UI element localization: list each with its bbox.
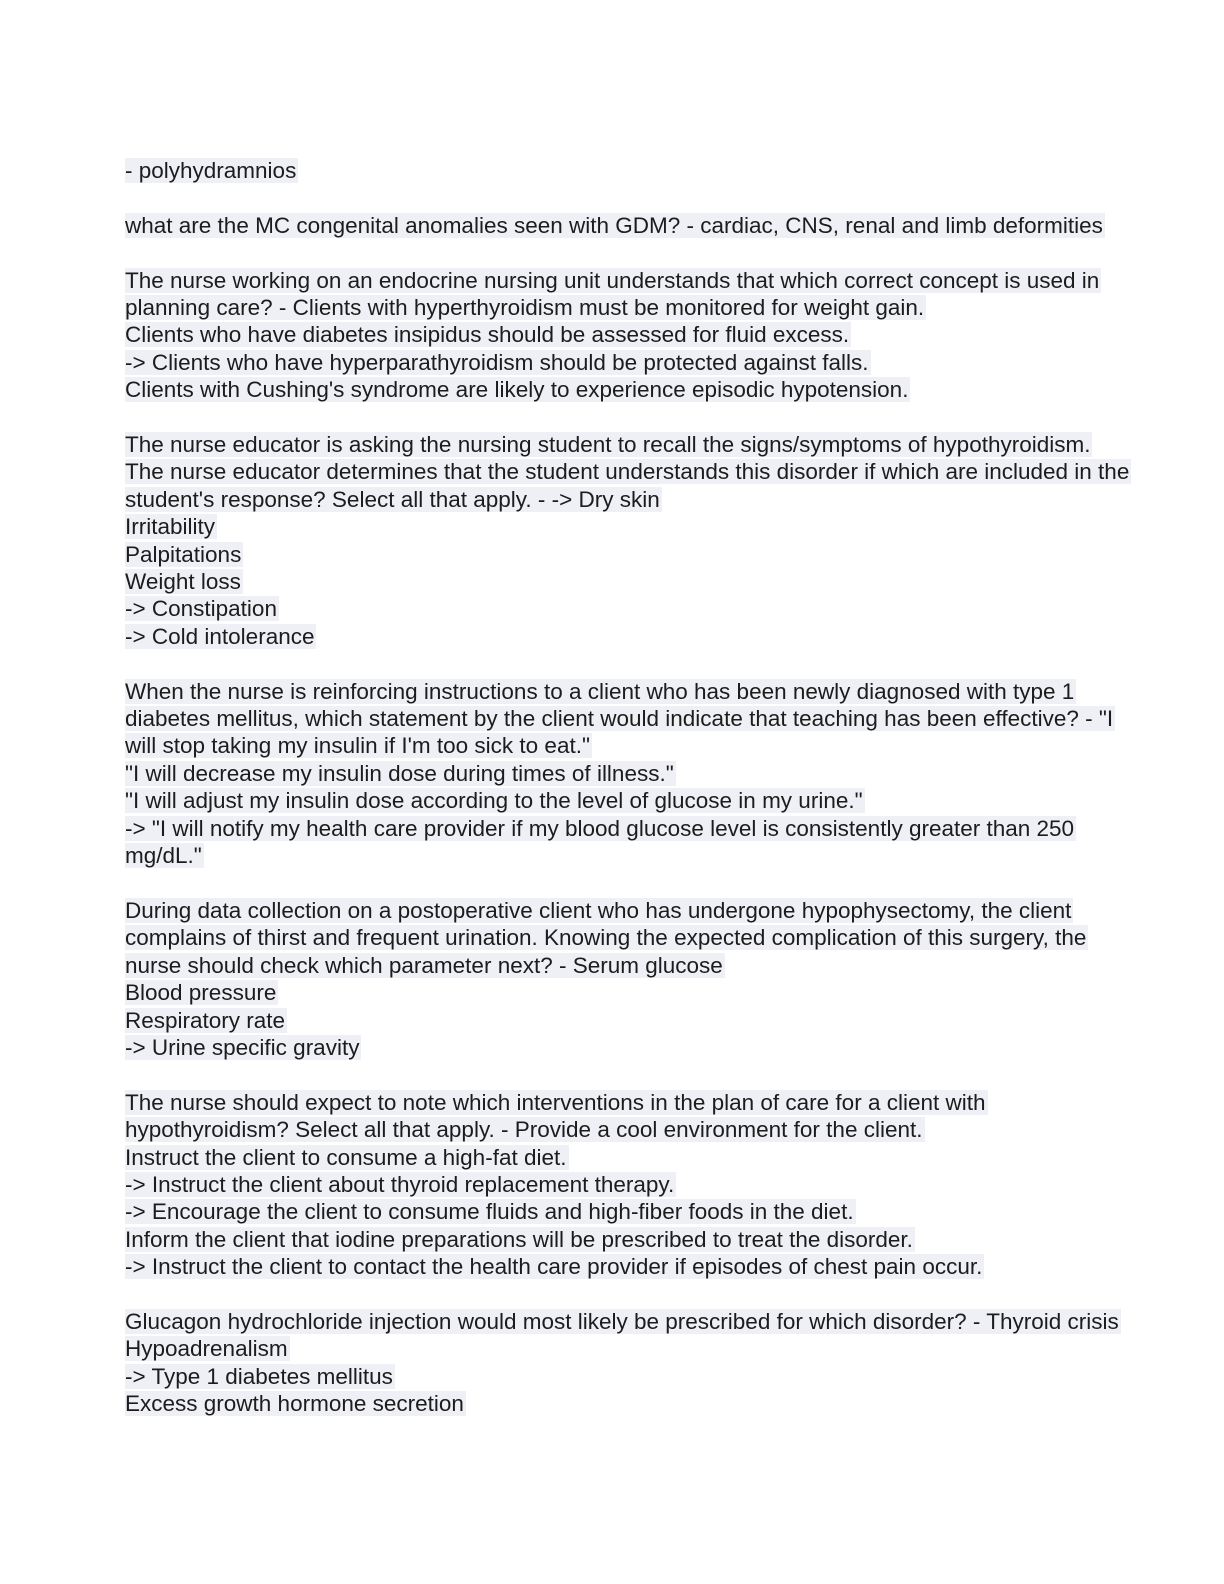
qa-block-6 — [125, 897, 1135, 1061]
option-line: Excess growth hormone secretion — [125, 1391, 464, 1417]
qa-block-5 — [125, 678, 1135, 870]
qa-block-8 — [125, 1308, 1135, 1418]
question-line: During data collection on a postoperative client who has undergone hypophysectomy, the client complains of thirst and frequent urination. Knowing the expected complication of this surgery, the nurse should check which parameter next? - Serum glucose — [125, 897, 1087, 978]
document-page — [125, 157, 1135, 1445]
answer-line: -> Encourage the client to consume fluids and high-fiber foods in the diet. — [125, 1199, 854, 1225]
option-line: Instruct the client to consume a high-fat diet. — [125, 1144, 567, 1170]
answer-line: -> Instruct the client about thyroid replacement therapy. — [125, 1171, 675, 1197]
option-line: Inform the client that iodine preparations will be prescribed to treat the disorder. — [125, 1226, 913, 1252]
qa-block-3 — [125, 267, 1135, 404]
question-line: The nurse should expect to note which interventions in the plan of care for a client with hypothyroidism? Select all that apply. - Provide a cool environment for the client. — [125, 1089, 986, 1143]
option-line: Respiratory rate — [125, 1007, 286, 1033]
option-line: Weight loss — [125, 569, 241, 595]
answer-line: -> Cold intolerance — [125, 623, 315, 649]
option-line: Hypoadrenalism — [125, 1336, 288, 1362]
answer-line: -> Constipation — [125, 596, 277, 622]
option-line: "I will decrease my insulin dose during times of illness." — [125, 760, 674, 786]
answer-line: -> Type 1 diabetes mellitus — [125, 1363, 393, 1389]
answer-line: -> Urine specific gravity — [125, 1034, 360, 1060]
answer-line: -> "I will notify my health care provider if my blood glucose level is consistently greater than 250 mg/dL." — [125, 815, 1075, 869]
question-line: When the nurse is reinforcing instructions to a client who has been newly diagnosed with type 1 diabetes mellitus, which statement by the client would indicate that teaching has been effective? - "I will stop taking my insulin if I'm too sick to eat." — [125, 678, 1114, 759]
question-line: Glucagon hydrochloride injection would most likely be prescribed for which disorder? - Thyroid crisis — [125, 1308, 1119, 1334]
qa-block-4 — [125, 431, 1135, 650]
answer-line: -> Instruct the client to contact the health care provider if episodes of chest pain occur. — [125, 1254, 983, 1280]
option-line: Clients with Cushing's syndrome are likely to experience episodic hypotension. — [125, 377, 909, 403]
qa-block-1 — [125, 157, 1135, 184]
question-line: The nurse working on an endocrine nursing unit understands that which correct concept is used in planning care? - Clients with hyperthyroidism must be monitored for weight gain. — [125, 267, 1100, 320]
qa-block-2 — [125, 212, 1135, 239]
option-line: Blood pressure — [125, 980, 277, 1006]
option-line: "I will adjust my insulin dose according to the level of glucose in my urine." — [125, 788, 863, 814]
option-line: Palpitations — [125, 541, 242, 567]
option-line: Irritability — [125, 514, 216, 540]
text-line: - polyhydramnios — [125, 158, 297, 183]
question-line: The nurse educator is asking the nursing student to recall the signs/symptoms of hypothyroidism. The nurse educator determines that the student understands this disorder if which are included in the student's response? Select all that apply. - -> Dry skin — [125, 432, 1130, 512]
text-line: what are the MC congenital anomalies seen with GDM? - cardiac, CNS, renal and limb deformities — [125, 212, 1103, 238]
answer-line: -> Clients who have hyperparathyroidism should be protected against falls. — [125, 349, 869, 375]
qa-block-7 — [125, 1089, 1135, 1281]
option-line: Clients who have diabetes insipidus should be assessed for fluid excess. — [125, 322, 850, 348]
